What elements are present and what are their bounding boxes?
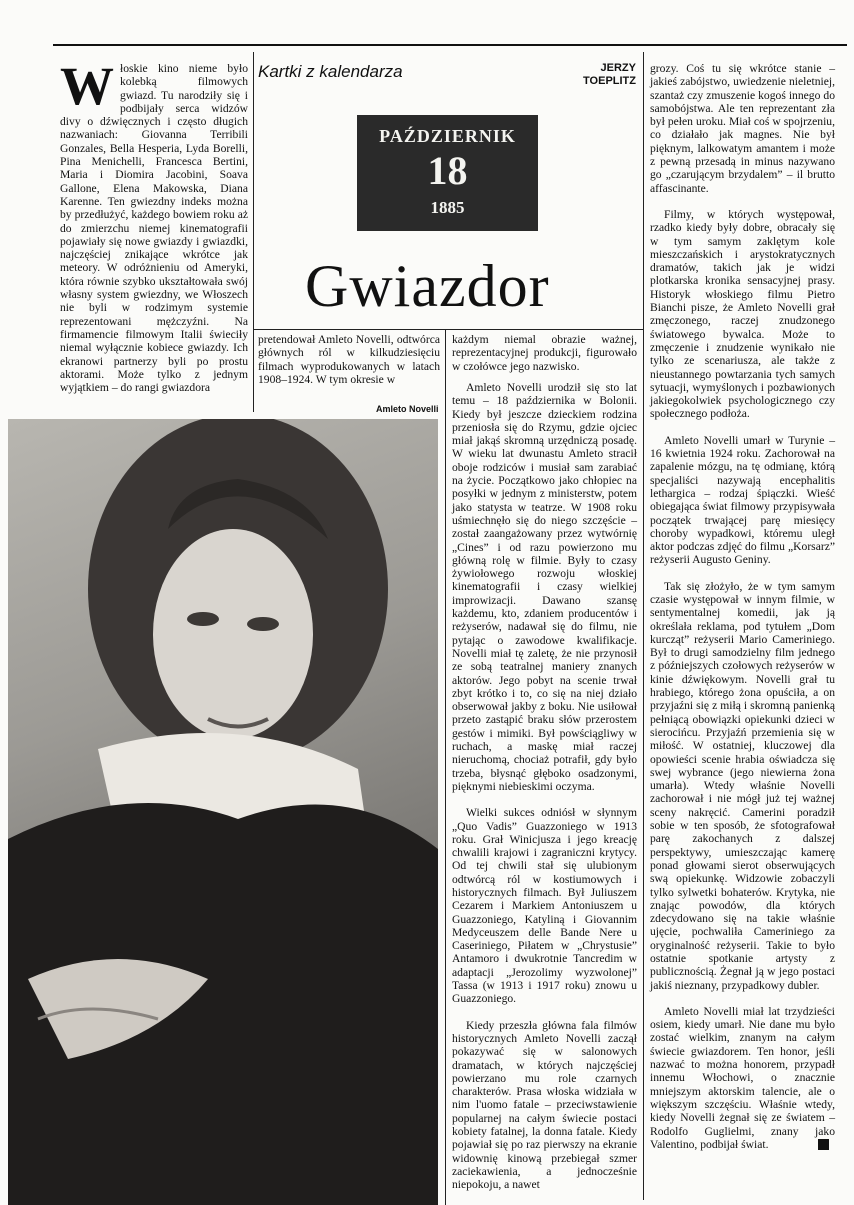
top-rule	[53, 44, 847, 46]
col4-paragraph-3: Amleto Novelli umarł w Turynie – 16 kwietnia 1924 roku. Zachorował na zapalenie mózgu, na tę odmianę, którą specjaliści nazywają encephalitis lethargica – rodzaj śpiączki. Wieść obiegająca świat filmowy przypisywała początek trwającej parę miesięcy choroby wypadkowi, któremu uległ aktor podczas zdjęć do filmu „Korsarz” reżyserii Augusto Geniny.	[650, 433, 835, 567]
column-divider-3	[643, 52, 644, 1200]
date-month: PAŹDZIERNIK	[379, 126, 516, 146]
column-divider-2	[445, 330, 446, 1205]
col4-paragraph-4: Tak się złożyło, że w tym samym czasie występował w innym filmie, w sentymentalnej komedii, jak ją określała reklama, pod tytułem „Dom kurcząt” reżyserii Mario Cameriniego. Był to drugi samodzielny film jednego z późniejszych czołowych reżyserów w kinie dźwiękowym. Novelli grał tu hrabiego, którego żona opuściła, a on przyjaźni się z miłą i skromną panienką pełniącą obowiązki opiekunki dzieci w sierocińcu. Przyjaźń przemienia się w miłość. W ostatniej, kluczowej dla opowieści scenie hrabia oświadcza się swej wybrance (jego niewierna żona umarła). Wtedy właśnie Novelli zachorował i nie mógł już tej ważnej sceny nakręcić. Camerini poradził sobie w ten sposób, że sfotografował parę zakochanych z dalszej perspektywy, umieszczając kamerę ponad głowami sierot obserwujących swą opiekunkę. Widzowie zobaczyli tylko sylwetki bohaterów. Krytyka, nie znając powodów, dla których zdecydowano się na takie właśnie ujęcie, pochwaliła Cameriniego za oryginalność reżyserii. Takie to było ostatnie spotkanie artysty z publicznością. Żegnał ją w jego postaci jakiś nieznany, przypadkowy dubler.	[650, 579, 835, 992]
column-divider-1	[253, 52, 254, 412]
date-day: 18	[427, 148, 468, 193]
drop-cap: W	[60, 56, 114, 116]
date-box	[357, 115, 538, 231]
col3-paragraph-3: Kiedy przeszła główna fala filmów historycznych Amleto Novelli zaczął pokazywać się w salonowych dramatach, w których najczęściej powierzano mu role czarnych charakterów. Prasa włoska widziała w nim l'uomo fatale – przeciwstawienie popularnej na całym świecie postaci kobiety fatalnej, la donna fatale. Kiedy pojawiał się po raz pierwszy na ekranie widownię kinową przebiegał szmer zaciekawienia, a jednocześnie niepokoju, a nawet	[452, 1018, 637, 1192]
body-column-3	[452, 381, 637, 1192]
headline-underline	[254, 329, 643, 330]
mid-column-2	[452, 333, 637, 373]
portrait-illustration	[8, 419, 438, 1205]
mid-column-1	[258, 333, 440, 386]
col4-paragraph-5: Amleto Novelli miał lat trzydzieści osiem, kiedy umarł. Nie dane mu było zostać wielkim, znanym na całym świecie gwiazdorem. Ten honor, jeśli nazwać to można honorem, przypadł innemu Włochowi, o znacznie mniejszym aktorskim talencie, ale o większym szczęściu. Właśnie wtedy, kiedy Novelli żegnał się ze światem – Rodolfo Guglielmi, znany jako Valentino, podbijał świat.	[650, 1004, 835, 1151]
mid-column-2-text: każdym niemal obrazie ważnej, reprezentacyjnej produkcji, figurowało w czołówce jego nazwisko.	[452, 333, 637, 373]
portrait-photo	[8, 419, 438, 1205]
headline: Gwiazdor	[305, 253, 550, 319]
author-last-name: TOEPLITZ	[583, 75, 636, 87]
lead-column	[60, 56, 248, 395]
col4-paragraph-2: Filmy, w których występował, rzadko kiedy były dobre, obracały się w tym samym zaklętym kole mieszczańskich i arystokratycznych dramatów, takich jak je widzi plotkarska kronika sensacyjnej prasy. Historyk włoskiego filmu Pietro Bianchi pisze, że Amleto Novelli grał zmęczonego, raczej znudzonego światowego bywalca. Może to zmęczenie i znudzenie wynikało nie tylko ze scenariusza, ale także z nieustannego powtarzania tych samych sytuacji, wymyślonych i pozbawionych jakiegokolwiek psychologicznego czy społecznego podłoża.	[650, 207, 835, 421]
lead-text: łoskie kino nieme było kolebką filmowych gwiazd. Tu narodziły się i podbijały serca widzów divy o dźwięcznych i często długich nazwaniach: Giovanna Terribili Gonzales, Bella Hesperia, Lyda Borelli, Pina Menichelli, Francesca Bertini, Maria i Diomira Jacobini, Soava Gallone, Elena Makowska, Diana Karenne. Ten gwiezdny indeks można by przedłużyć, każdego bowiem roku aż do zmierzchu niemej kinematografii pojawiały się nowe gwiazdy i gwiazdki, najczęściej znikające wkrótce jak meteory. W odróżnieniu od Ameryki, która równie szybko ukształtowała swój własny system gwiezdny, we Włoszech nie byli w rodzimym systemie reprezentowani mężczyźni. Na firmamencie filmowym Italii świeciły niemal wyłącznie kobiece gwiazdy. Ich ekranowi partnerzy byli po prostu aktorami. Może tylko z jednym wyjątkiem – do rangi gwiazdora	[60, 62, 248, 395]
photo-caption: Amleto Novelli	[376, 404, 439, 414]
mid-column-1-text: pretendował Amleto Novelli, odtwórca głównych ról w kilkudziesięciu filmach wyprodukowanych w latach 1908–1924. W tym okresie w	[258, 333, 440, 386]
end-mark	[818, 1139, 829, 1150]
author-first-name: JERZY	[600, 62, 636, 74]
body-column-4	[650, 62, 835, 1151]
author-byline	[560, 62, 636, 88]
col4-paragraph-1: grozy. Coś tu się wkrótce stanie – jakieś zabójstwo, uwiedzenie nieletniej, szantaż czy zmuszenie kogoś innego do samobójstwa. Ale ten reprezentant zła był pełen uroku. Miał coś w spojrzeniu, co działało jak magnes. Nie był pięknym, lalkowatym amantem i może z pewną przesadą in minus nazywano go „czarującym brzydalem” – il brutto affascinante.	[650, 62, 835, 195]
section-title: Kartki z kalendarza	[258, 62, 403, 81]
col3-paragraph-1: Amleto Novelli urodził się sto lat temu – 18 października w Bolonii. Kiedy był jeszcze dzieckiem rodzina przeniosła się do Rzymu, gdzie ojciec miał jakąś skromną urzędniczą posadę. W wieku lat dwunastu Amleto stracił oboje rodziców i musiał sam zarabiać na życie. Początkowo jako chłopiec na posyłki w jednym z ministerstw, potem jako statysta w teatrze. W 1908 roku uśmiechnęło się do niego szczęście – został zaangażowany przez wytwórnię „Cines” i od razu powierzono mu główną rolę w filmie. Były to czasy żywiołowego rozwoju włoskiej kinematografii i czasy wielkiej improwizacji. Dawano szansę każdemu, kto, zdaniem producentów i reżyserów, nadawał się do filmu, nie pytając o zawodowe kwalifikacje. Novelli miał tę zaletę, że nie przynosił ze sobą teatralnej maniery znanych aktorów. Jego pobyt na scenie trwał zbyt krótko i to, co się na niej działo obserwował jakby z boku. Nie usiłował przeto zastąpić braku słów przerostem gestów i mimiki. Był powściągliwy w ruchach, a maskę miał raczej nieruchomą, chociaż potrafił, gdy było trzeba, błysnąć głęboko osadzonymi, pięknymi niebieskimi oczyma.	[452, 381, 637, 793]
col3-paragraph-2: Wielki sukces odniósł w słynnym „Quo Vadis” Guazzoniego w 1913 roku. Grał Winicjusza i jego kreację chwalili krajowi i zagraniczni krytycy. Od tej chwili stał się ulubionym odtwórcą ról w kostiumowych i historycznych filmach. Był Juliuszem Cezarem i Markiem Antoniuszem u Guazzoniego, Katyliną i Giovannim Medyceuszem delle Bande Nere u Caseriniego, Piłatem w „Chrystusie” Antamoro i dwukrotnie Tancredim w adaptacji „Jerozolimy wyzwolonej” Tassa (w 1913 i 1917 roku) znowu u Guazzoniego.	[452, 806, 637, 1006]
date-year: 1885	[430, 198, 465, 217]
